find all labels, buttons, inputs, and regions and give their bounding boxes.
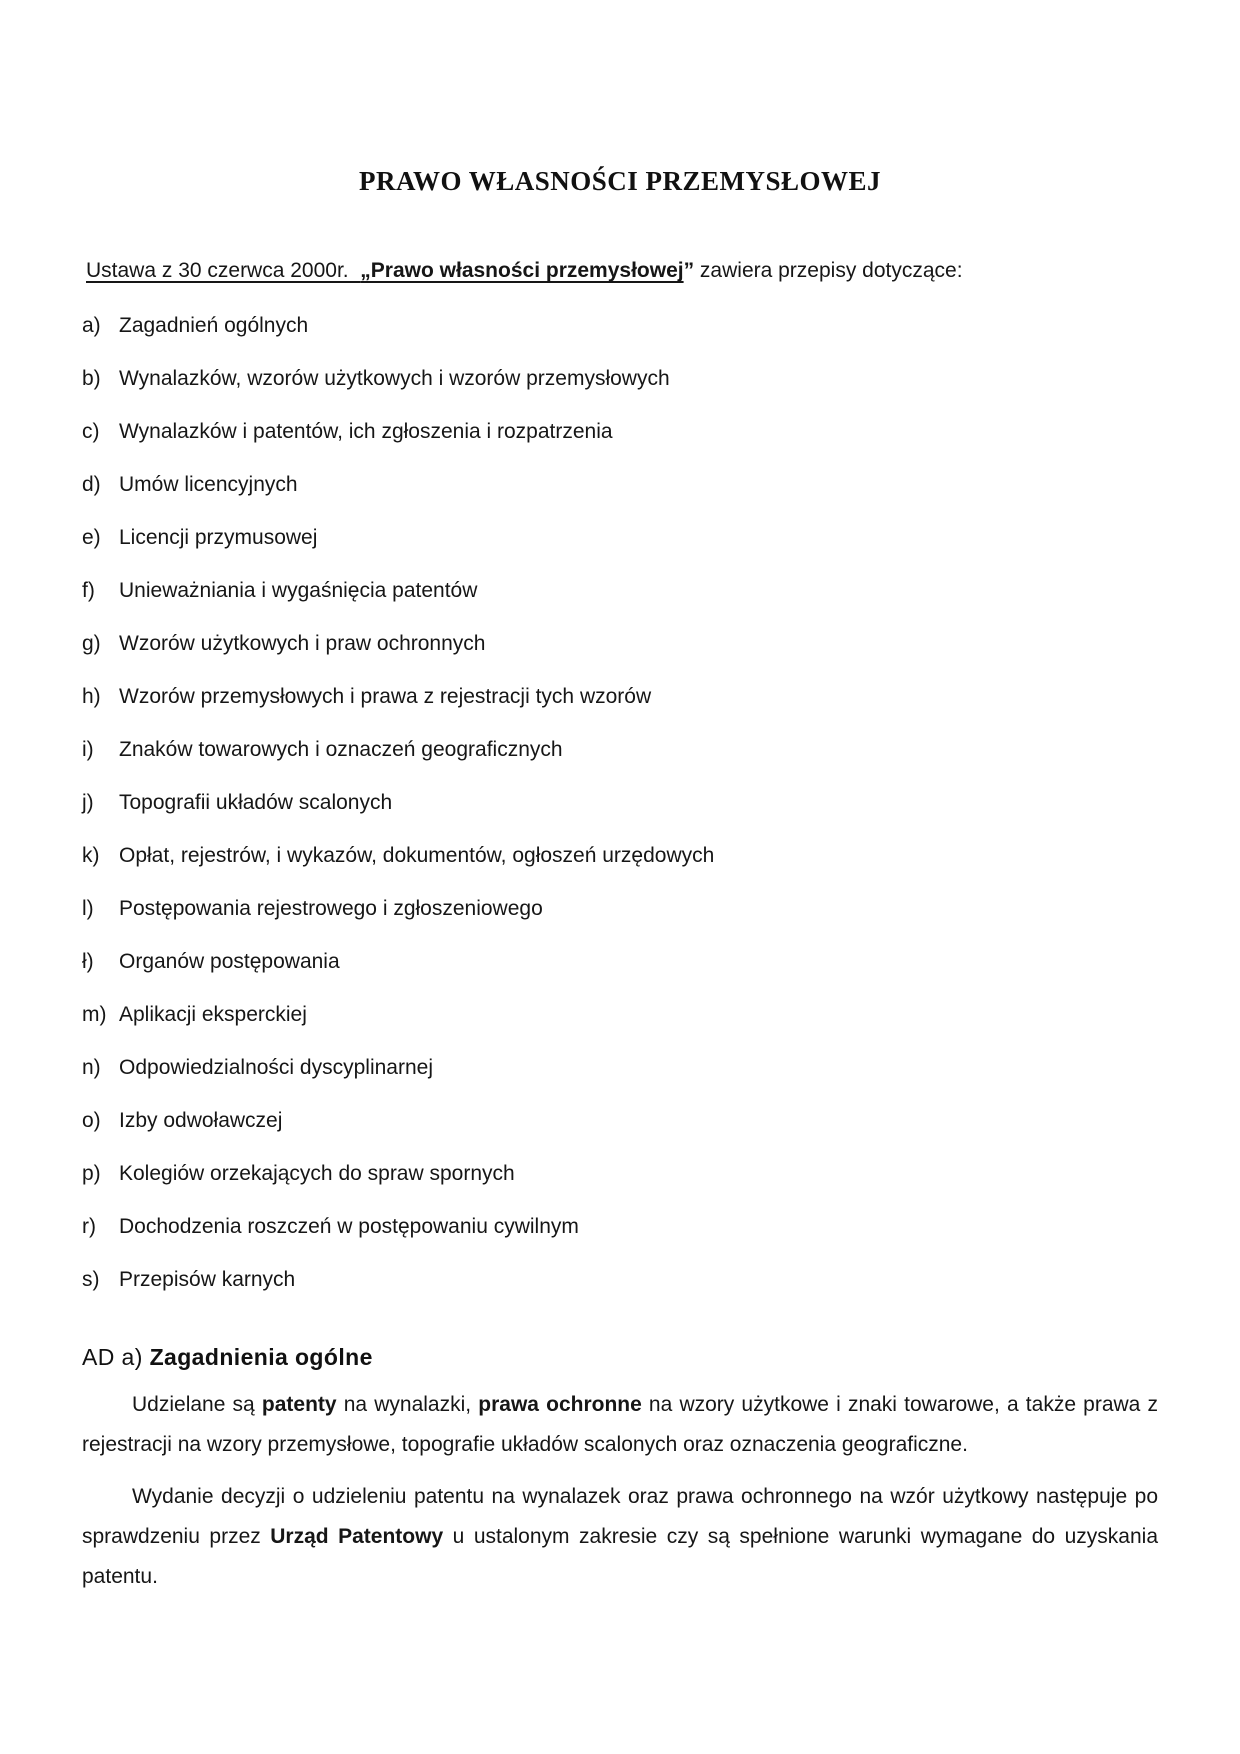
text-segment: u ustalonym zakresie czy są spełnione warunki wymagane do uzyskania patentu.: [82, 1525, 1164, 1588]
intro-closing-quote: ”: [683, 259, 695, 282]
bold-term: prawa ochronne: [478, 1393, 642, 1416]
list-item-marker: l): [82, 897, 94, 920]
text-segment: na wynalazki,: [336, 1393, 479, 1416]
section-heading-prefix: AD a): [82, 1344, 150, 1370]
list-item-text: Przepisów karnych: [119, 1268, 296, 1291]
list-item-text: Wzorów przemysłowych i prawa z rejestracji tych wzorów: [119, 685, 652, 708]
list-item-text: Umów licencyjnych: [119, 473, 298, 496]
list-item: [82, 949, 1158, 974]
list-item-text: Dochodzenia roszczeń w postępowaniu cywilnym: [119, 1215, 579, 1238]
list-item-text: Postępowania rejestrowego i zgłoszeniowego: [119, 897, 543, 920]
text-segment: Wydanie decyzji o udzieleniu patentu na wynalazek oraz prawa ochronnego na wzór użytkowy następuje po sprawdzeniu przez: [82, 1485, 1164, 1548]
list-item-marker: p): [82, 1162, 101, 1185]
provisions-list: [82, 313, 1158, 1292]
section-paragraphs: [82, 1385, 1164, 1597]
text-segment: na wzory użytkowe i znaki towarowe, a także prawa z rejestracji na wzory przemysłowe, topografie układów scalonych oraz oznaczenia geograficzne.: [82, 1393, 1164, 1456]
bold-term: patenty: [261, 1393, 337, 1416]
list-item-text: Zagadnień ogólnych: [119, 314, 309, 337]
list-item: [82, 366, 1158, 391]
section-heading: [82, 1344, 1158, 1371]
list-item-marker: i): [82, 738, 94, 761]
body-paragraph: [82, 1385, 1164, 1465]
bold-term: Urząd Patentowy: [270, 1525, 444, 1548]
list-item-text: Wzorów użytkowych i praw ochronnych: [119, 632, 486, 655]
intro-rest: zawiera przepisy dotyczące:: [694, 259, 963, 282]
list-item-text: Izby odwoławczej: [119, 1109, 283, 1132]
list-item: [82, 896, 1158, 921]
list-item-text: Unieważniania i wygaśnięcia patentów: [119, 579, 478, 602]
list-item-text: Wynalazków i patentów, ich zgłoszenia i rozpatrzenia: [119, 420, 613, 443]
list-item-marker: b): [82, 367, 101, 390]
list-item: [82, 525, 1158, 550]
list-item-marker: g): [82, 632, 101, 655]
intro-underlined-bold: „Prawo własności przemysłowej: [360, 259, 684, 282]
list-item: [82, 1214, 1158, 1239]
list-item: [82, 1108, 1158, 1133]
list-item: [82, 737, 1158, 762]
list-item: [82, 578, 1158, 603]
list-item-marker: j): [82, 791, 94, 814]
list-item-marker: o): [82, 1109, 101, 1132]
list-item-marker: f): [82, 579, 95, 602]
list-item: [82, 790, 1158, 815]
list-item-marker: e): [82, 526, 101, 549]
list-item: [82, 1002, 1158, 1027]
list-item-text: Topografii układów scalonych: [119, 791, 393, 814]
list-item: [82, 313, 1158, 338]
list-item-marker: d): [82, 473, 101, 496]
list-item-text: Aplikacji eksperckiej: [119, 1003, 307, 1026]
intro-underlined-regular: Ustawa z 30 czerwca 2000r.: [86, 259, 361, 282]
list-item: [82, 419, 1158, 444]
intro-line: [86, 259, 1158, 283]
list-item-marker: a): [82, 314, 101, 337]
list-item-marker: k): [82, 844, 100, 867]
section-heading-title: Zagadnienia ogólne: [149, 1344, 373, 1370]
page-title: PRAWO WŁASNOŚCI PRZEMYSŁOWEJ: [358, 166, 882, 196]
list-item-marker: c): [82, 420, 100, 443]
list-item-text: Opłat, rejestrów, i wykazów, dokumentów, ogłoszeń urzędowych: [119, 844, 715, 867]
list-item-text: Kolegiów orzekających do spraw spornych: [119, 1162, 515, 1185]
list-item: [82, 631, 1158, 656]
list-item-marker: s): [82, 1268, 100, 1291]
list-item: [82, 843, 1158, 868]
list-item-marker: h): [82, 685, 101, 708]
list-item-text: Odpowiedzialności dyscyplinarnej: [119, 1056, 433, 1079]
list-item: [82, 684, 1158, 709]
list-item-marker: m): [82, 1003, 107, 1026]
list-item: [82, 1161, 1158, 1186]
list-item-marker: r): [82, 1215, 96, 1238]
text-segment: Udzielane są: [132, 1393, 262, 1416]
list-item-marker: n): [82, 1056, 101, 1079]
list-item-text: Organów postępowania: [119, 950, 340, 973]
list-item-text: Znaków towarowych i oznaczeń geograficznych: [119, 738, 563, 761]
list-item-text: Licencji przymusowej: [119, 526, 318, 549]
list-item: [82, 472, 1158, 497]
body-paragraph: [82, 1477, 1164, 1597]
list-item: [82, 1267, 1158, 1292]
list-item-marker: ł): [82, 950, 94, 973]
list-item-text: Wynalazków, wzorów użytkowych i wzorów przemysłowych: [119, 367, 670, 390]
list-item: [82, 1055, 1158, 1080]
